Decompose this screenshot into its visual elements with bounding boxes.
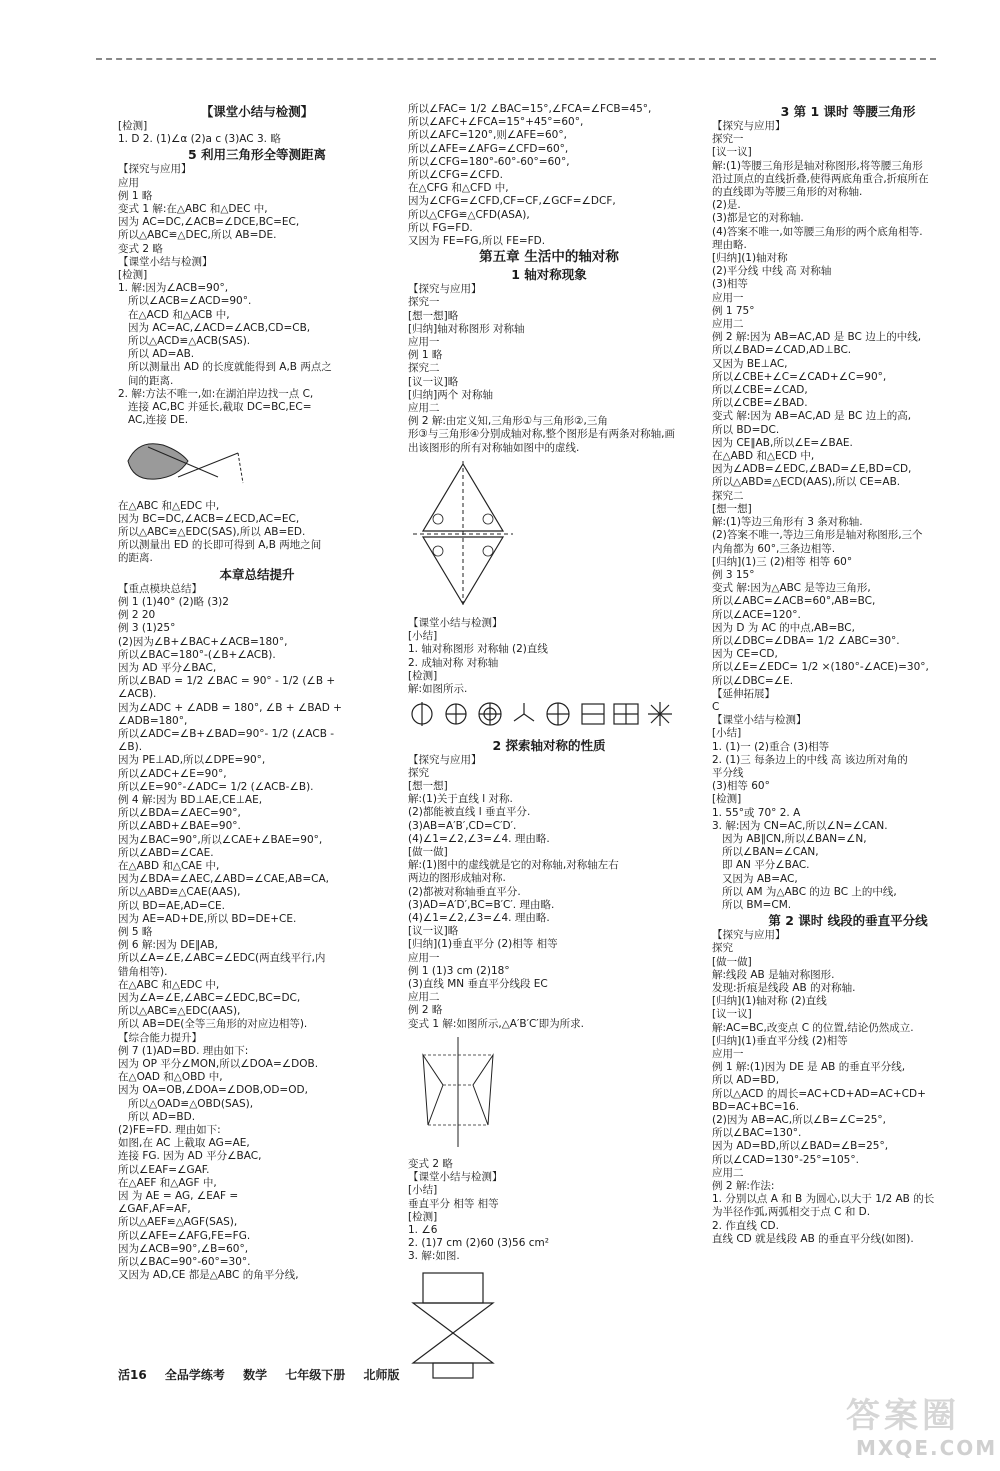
answer-line: 所以△OAD≌△OBD(SAS), [128, 1097, 254, 1110]
answer-line: 例 2 解:由定义知,三角形①与三角形②,三角 [408, 415, 608, 428]
answer-line: 出该图形的所有对称轴如图中的虚线. [408, 441, 580, 454]
answer-line: [检测] [712, 793, 742, 806]
answer-line: 因为∠ACB=90°,∠B=60°, [118, 1242, 249, 1255]
answer-line: 平分线 [712, 766, 744, 779]
answer-line: 所以 BM=CM. [722, 898, 792, 911]
answer-line: 【课堂小结与检测】 [408, 1171, 503, 1184]
answer-line: 在△ABD 和△ECD 中, [712, 450, 815, 463]
answer-line: [小结] [712, 727, 742, 740]
answer-line: 在△ABD 和△CAE 中, [118, 859, 220, 872]
answer-line: 【探究与应用】 [118, 163, 192, 176]
column-middle [408, 103, 690, 1391]
answer-line: 在△ABC 和△EDC 中, [118, 499, 220, 512]
reflection-figure [408, 1035, 508, 1150]
answer-line: 【重点模块总结】 [118, 582, 202, 595]
answer-line: 在△CFG 和△CFD 中, [408, 182, 509, 195]
answer-line: 所以∠E=90°-∠ADC= 1/2 (∠ACB-∠B). [118, 780, 314, 793]
answer-line: 例 7 (1)AD=BD. 理由如下: [118, 1044, 249, 1057]
answer-line: 2. 解:方法不唯一,如:在湖泊岸边找一点 C, [118, 387, 314, 400]
section-heading: 5 利用三角形全等测距离 [187, 147, 327, 163]
answer-line: [归纳]两个 对称轴 [408, 388, 494, 401]
answer-line: 【探究与应用】 [712, 929, 786, 942]
answer-line: (3)AD=A′D′,BC=B′C′. 理由略. [408, 898, 555, 911]
answer-line: 所以△ABD≌△ECD(AAS),所以 CE=AB. [712, 476, 901, 489]
answer-line: 因为 D 为 AC 的中点,AB=BC, [712, 621, 855, 634]
answer-line: 2. (1)三 每条边上的中线 高 该边所对角的 [712, 753, 908, 766]
answer-line: 间的距离. [128, 374, 174, 387]
answer-line: 例 1 略 [118, 189, 153, 202]
answer-line: (4)答案不唯一,如等腰三角形的两个底角相等. [712, 225, 923, 238]
answer-line: 【综合能力提升】 [118, 1031, 202, 1044]
answer-line: C [712, 700, 720, 713]
answer-line: 1. 解:因为∠ACB=90°, [118, 282, 229, 295]
answer-line: 因 为 AE = AG, ∠EAF = [118, 1190, 239, 1203]
watermark [846, 1388, 996, 1468]
answer-line: 所以 AM 为△ABC 的边 BC 上的中线, [722, 885, 897, 898]
answer-line: [归纳](1)垂直平分 (2)相等 相等 [408, 938, 558, 951]
answer-line: 所以∠ADC=∠B+∠BAD=90°- 1/2 (∠ACB - [118, 727, 335, 740]
answer-line: (3)AB=A′B′,CD=C′D′. [408, 819, 517, 832]
answer-line: 例 2 解:作法: [712, 1180, 775, 1193]
answer-line: (3)直线 MN 垂直平分线段 EC [408, 977, 548, 990]
answer-line: ∠GAF,AF=AF, [118, 1203, 191, 1216]
answer-line: 所以∠CAD=130°-25°=105°. [712, 1153, 859, 1166]
answer-line: 内角都为 60°,三条边相等. [712, 542, 836, 555]
top-dashed-rule [96, 58, 936, 60]
answer-line: [检测] [408, 669, 438, 682]
answer-line: 因为∠BDA=∠AEC,∠ABD=∠CAE,AB=CA, [118, 873, 330, 886]
answer-line: 又因为 FE=FG,所以 FE=FD. [408, 235, 546, 248]
answer-line: 1. 55°或 70° 2. A [712, 806, 801, 819]
answer-line: 【延伸拓展】 [712, 687, 775, 700]
answer-line: ∠B). [118, 741, 143, 754]
answer-line: [归纳](1)轴对称 [712, 252, 788, 265]
answer-line: 所以∠AFE=∠AFG,FE=FG. [118, 1229, 251, 1242]
answer-line: 解:(1)等边三角形有 3 条对称轴. [712, 516, 863, 529]
answer-line: (3)都是它的对称轴. [712, 212, 804, 225]
answer-line: 发现:折痕是线段 AB 的对称轴. [712, 982, 856, 994]
answer-line: 因为 BC=DC,∠ACB=∠ECD,AC=EC, [118, 512, 300, 525]
answer-line: ∠ADB=180°, [118, 714, 188, 727]
answer-line: 【课堂小结与检测】 [118, 255, 213, 268]
answer-line: 连接 FG. 因为 AD 平分∠BAC, [118, 1150, 262, 1163]
answer-line: 例 1 (1)40° (2)略 (3)2 [118, 595, 229, 608]
answer-line: 所以△ABC≌△EDC(SAS),所以 AB=ED. [118, 526, 306, 539]
answer-line: 所以∠BAN=∠CAN, [722, 846, 819, 859]
answer-line: 所以∠BDA=∠AEC=90°, [118, 807, 241, 820]
answer-line: 两边的图形成轴对称. [408, 872, 506, 885]
answer-line: BD=AC+BC=16. [712, 1100, 800, 1113]
answer-line: 所以 BD=AE,AD=CE. [118, 899, 225, 912]
answer-line: 探究二 [408, 362, 440, 375]
answer-line: (2)都能被直线 l 垂直平分. [408, 806, 531, 819]
answer-line: (2)都被对称轴垂直平分. [408, 885, 521, 898]
answer-line: 例 1 75° [712, 304, 755, 317]
page-number: 活16 [118, 1368, 147, 1382]
answer-line: [议一议] [712, 146, 752, 159]
answer-line: 变式 解:因为 AB=AC,AD 是 BC 边上的高, [712, 410, 912, 423]
series-name: 全品学练考 [164, 1368, 225, 1382]
answer-line: 变式 1 解:如图所示,△A′B′C′即为所求. [408, 1017, 585, 1030]
grade: 七年级下册 [285, 1368, 346, 1382]
section-heading: 1 轴对称现象 [511, 267, 587, 283]
answer-line: ∠ACB). [118, 688, 157, 701]
answer-line: 所以∠ADC+∠E=90°, [118, 767, 227, 780]
answer-line: 所以∠CFG=∠CFD. [408, 169, 503, 182]
answer-line: [小结] [408, 630, 438, 643]
figure-lake [118, 431, 396, 495]
answer-line: 探究 [408, 766, 429, 779]
answer-line: 应用二 [712, 318, 744, 331]
answer-line: 连接 AC,BC 并延长,截取 DC=BC,EC= [128, 401, 312, 414]
answer-line: [议一议] [712, 1008, 752, 1021]
answer-line: 错角相等). [118, 965, 168, 978]
answer-line: 因为∠BAC=90°,所以∠CAE+∠BAE=90°, [118, 833, 323, 846]
answer-line: 因为∠ADC + ∠ADB = 180°, ∠B + ∠BAD + [118, 701, 342, 714]
answer-line: AC,连接 DE. [128, 414, 189, 427]
answer-line: 的直线即为等腰三角形的对称轴. [712, 186, 863, 199]
answer-line: 所以△CFG≌△CFD(ASA), [408, 208, 530, 221]
answer-line: 例 1 略 [408, 349, 443, 362]
answer-line: 例 3 15° [712, 568, 755, 581]
answer-line: 1. ∠6 [408, 1223, 438, 1236]
answer-line: 2. 作直线 CD. [712, 1219, 779, 1232]
page-footer [118, 1366, 414, 1383]
answer-line: 所以∠DBC=∠DBA= 1/2 ∠ABC=30°. [712, 634, 900, 647]
answer-line: 【课堂小结与检测】 [408, 617, 503, 630]
answer-line: [归纳]轴对称图形 对称轴 [408, 322, 525, 335]
answer-line: 例 2 略 [408, 1004, 443, 1017]
answer-line: 2. (1)7 cm (2)60 (3)56 cm² [408, 1237, 549, 1250]
answer-line: 因为 OA=OB,∠DOA=∠DOB,OD=OD, [118, 1084, 308, 1097]
answer-line: 为半径作弧,两弧相交于点 C 和 D. [712, 1206, 871, 1219]
column-left [118, 103, 396, 1282]
answer-line: 理由略. [712, 238, 747, 251]
answer-line: 所以△ACD 的周长=AC+CD+AD=AC+CD+ [712, 1087, 926, 1100]
section-heading: 第 2 课时 线段的垂直平分线 [768, 913, 928, 929]
answer-line: 因为∠ADB=∠EDC,∠BAD=∠E,BD=CD, [712, 463, 912, 476]
answer-line: 解:线段 AB 是轴对称图形. [712, 968, 835, 981]
answer-line: 所以∠A=∠E,∠ABC=∠EDC(两直线平行,内 [118, 952, 326, 965]
answer-line: 所以△ABC≌△DEC,所以 AB=DE. [118, 229, 277, 242]
answer-line: 解:如图所示. [408, 683, 468, 696]
answer-line: (3)相等 [712, 278, 748, 291]
answer-line: 例 1 (1)3 cm (2)18° [408, 964, 510, 977]
section-heading: 2 探索轴对称的性质 [492, 737, 606, 753]
answer-line: 的距离. [118, 552, 153, 565]
answer-line: (2)因为 AB=AC,所以∠B=∠C=25°, [712, 1114, 886, 1127]
answer-line: 解:(1)关于直线 l 对称. [408, 793, 513, 806]
answer-line: 探究一 [408, 296, 440, 309]
answer-line: 【探究与应用】 [712, 120, 786, 132]
answer-line: [归纳](1)垂直平分线 (2)相等 [712, 1034, 848, 1047]
answer-line: 所以△ACD≌△ACB(SAS). [128, 335, 251, 348]
answer-line: 直线 CD 就是线段 AB 的垂直平分线(如图). [712, 1232, 914, 1245]
answer-line: 应用 [118, 176, 139, 189]
section-heading: 本章总结提升 [219, 566, 295, 582]
answer-line: 因为 CE∥AB,所以∠E=∠BAE. [712, 436, 853, 449]
answer-line: [想一想] [408, 779, 448, 792]
answer-line: 例 2 解:因为 AB=AC,AD 是 BC 边上的中线, [712, 331, 922, 344]
answer-line: 所以∠EAF=∠GAF. [118, 1163, 210, 1176]
answer-line: 所以∠ABD+∠BAE=90°. [118, 820, 241, 833]
answer-line: (2)FE=FD. 理由如下: [118, 1124, 221, 1137]
answer-line: 所以∠BAD=∠CAD,AD⊥BC. [712, 344, 852, 357]
answer-line: 【探究与应用】 [408, 283, 482, 296]
answer-line: 所以∠BAC=130°. [712, 1127, 802, 1140]
answer-line: 所以∠CBE=∠BAD. [712, 397, 808, 410]
answer-line: 应用一 [712, 291, 744, 304]
answer-line: 所以∠ACB=∠ACD=90°. [128, 295, 252, 308]
answer-line: 应用一 [712, 1048, 744, 1061]
answer-line: 解:AC=BC,改变点 C 的位置,结论仍然成立. [712, 1021, 914, 1034]
answer-line: (3)相等 60° [712, 780, 770, 793]
answer-line: 所以 FG=FD. [408, 221, 473, 234]
answer-line: [想一想] [712, 502, 752, 515]
answer-line: 探究 [712, 942, 733, 955]
answer-line: 所以∠FAC= 1/2 ∠BAC=15°,∠FCA=∠FCB=45°, [408, 103, 652, 115]
net-figure [408, 1268, 498, 1383]
answer-line: 因为∠A=∠E,∠ABC=∠EDC,BC=DC, [118, 991, 301, 1004]
answer-line: 例 1 解:(1)因为 DE 是 AB 的垂直平分线, [712, 1061, 906, 1074]
section-heading: 【课堂小结与检测】 [200, 104, 314, 119]
answer-line: 因为 PE⊥AD,所以∠DPE=90°, [118, 754, 266, 767]
answer-line: 在△AEF 和△AGF 中, [118, 1176, 217, 1189]
chapter-heading: 第五章 生活中的轴对称 [479, 249, 619, 266]
answer-line: 所以 AD=BD. [128, 1110, 196, 1123]
answer-line: 应用二 [408, 402, 440, 415]
answer-line: 2. 成轴对称 对称轴 [408, 656, 499, 669]
answer-line: 所以测量出 AD 的长度就能得到 A,B 两点之 [128, 361, 332, 374]
figure-kite [408, 459, 690, 613]
answer-line: 应用二 [408, 991, 440, 1004]
answer-line: 应用一 [408, 336, 440, 349]
answer-line: 【探究与应用】 [408, 753, 482, 766]
answer-line: [检测] [408, 1210, 438, 1223]
answer-line: 1. 分别以点 A 和 B 为圆心,以大于 1/2 AB 的长 [712, 1193, 935, 1206]
answer-line: 变式 1 解:在△ABC 和△DEC 中, [118, 203, 268, 216]
answer-line: 所以∠AFC+∠FCA=15°+45°=60°, [408, 116, 584, 129]
answer-line: [检测] [118, 120, 148, 132]
answer-line: 所以 BD=DC. [712, 423, 780, 436]
answer-line: (4)∠1=∠2,∠3=∠4. 理由略. [408, 832, 550, 845]
answer-line: [做一做] [712, 955, 752, 968]
answer-line: 所以∠ACE=120°. [712, 608, 801, 621]
answer-line: 所以∠CBE=∠CAD, [712, 384, 808, 397]
answer-line: 例 5 略 [118, 925, 153, 938]
answer-line: 又因为 AB=AC, [722, 872, 798, 885]
answer-line: 因为 AB∥CN,所以∠BAN=∠N, [722, 832, 867, 845]
answer-line: 所以△AEF≌△AGF(SAS), [118, 1216, 238, 1229]
figure-reflect [408, 1035, 690, 1154]
answer-line: 所以∠BAD = 1/2 ∠BAC = 90° - 1/2 (∠B + [118, 675, 336, 688]
answer-line: 所以∠BAC=180°-(∠B+∠ACB). [118, 648, 276, 661]
answer-line: (4)∠1=∠2,∠3=∠4. 理由略. [408, 911, 550, 924]
answer-line: 所以∠AFC=120°,则∠AFE=60°, [408, 129, 567, 142]
answer-line: 所以 AD=BD, [712, 1074, 780, 1087]
answer-line: [小结] [408, 1184, 438, 1197]
answer-line: 因为 AC=AC,∠ACD=∠ACB,CD=CB, [128, 321, 311, 334]
answer-line: 所以∠CBE+∠C=∠CAD+∠C=90°, [712, 370, 887, 383]
answer-line: 在△ACD 和△ACB 中, [128, 308, 230, 321]
answer-line: 应用二 [712, 1166, 744, 1179]
answer-line: 因为 AD 平分∠BAC, [118, 661, 217, 674]
answer-line: 解:(1)等腰三角形是轴对称图形,将等腰三角形 [712, 159, 923, 172]
answer-line: 应用一 [408, 951, 440, 964]
answer-line: 又因为 AD,CE 都是△ABC 的角平分线, [118, 1269, 299, 1282]
answer-line: 变式 2 略 [408, 1157, 453, 1170]
answer-line: 所以∠AFE=∠AFG=∠CFD=60°, [408, 142, 569, 155]
answer-line: [议一议]略 [408, 925, 459, 938]
answer-line: 沿过顶点的直线折叠,使得两底角重合,折痕所在 [712, 172, 929, 185]
answer-line: (2)因为∠B+∠BAC+∠ACB=180°, [118, 635, 288, 648]
answer-line: 例 4 解:因为 BD⊥AE,CE⊥AE, [118, 793, 263, 806]
answer-line: 变式 2 略 [118, 242, 163, 255]
answer-line: 1. 轴对称图形 对称轴 (2)直线 [408, 643, 548, 656]
answer-line: 所以△ABD≌△CAE(AAS), [118, 886, 241, 899]
answer-line: 3. 解:因为 CN=AC,所以∠N=∠CAN. [712, 819, 888, 832]
answer-line: 因为 AD=BD,所以∠BAD=∠B=25°, [712, 1140, 889, 1153]
section-heading: 3 第 1 课时 等腰三角形 [780, 104, 916, 119]
answer-line: (2)答案不唯一,等边三角形是轴对称图形,三个 [712, 529, 923, 542]
answer-line: [归纳](1)三 (2)相等 相等 60° [712, 555, 853, 568]
answer-line: 所以∠ABC=∠ACB=60°,AB=BC, [712, 595, 876, 608]
answer-line: 探究二 [712, 489, 744, 502]
answer-line: 如图,在 AC 上截取 AG=AE, [118, 1137, 250, 1150]
watermark-logo: 答案圈 [846, 1396, 960, 1436]
answer-line: 即 AN 平分∠BAC. [722, 859, 810, 872]
subject: 数学 [243, 1368, 268, 1382]
answer-line: 因为 AE=AD+DE,所以 BD=DE+CE. [118, 912, 297, 925]
answer-line: 解:(1)图中的虚线就是它的对称轴,对称轴左右 [408, 859, 619, 872]
answer-line: 变式 解:因为△ABC 是等边三角形, [712, 582, 871, 595]
answer-line: 所以∠E=∠EDC= 1/2 ×(180°-∠ACE)=30°, [712, 661, 929, 674]
answer-line: 在△ABC 和△EDC 中, [118, 978, 220, 991]
answer-line: 又因为 BE⊥AC, [712, 357, 788, 370]
answer-line: 所以∠ABD=∠CAE. [118, 846, 214, 859]
answer-line: [议一议]略 [408, 375, 459, 388]
answer-line: 因为∠CFG=∠CFD,CF=CF,∠GCF=∠DCF, [408, 195, 616, 208]
answer-line: [想一想]略 [408, 309, 459, 322]
answer-line: 所以∠BAC=90°-60°=30°. [118, 1256, 251, 1269]
answer-line: 因为 AC=DC,∠ACB=∠DCE,BC=EC, [118, 216, 300, 229]
answer-line: 因为 CE=CD, [712, 648, 778, 661]
watermark-url: MXQE.COM [856, 1436, 998, 1460]
answer-line: 所以测量出 ED 的长即可得到 A,B 两地之间 [118, 539, 322, 552]
figure-net [408, 1268, 690, 1387]
answer-line: 例 3 (1)25° [118, 622, 176, 635]
lake-figure [118, 431, 268, 491]
answer-line: 1. D 2. (1)∠α (2)a c (3)AC 3. 略 [118, 133, 281, 146]
answer-line: [归纳](1)轴对称 (2)直线 [712, 995, 827, 1008]
column-right [712, 103, 984, 1246]
answer-line: 探究一 [712, 133, 744, 146]
answer-line: (2)是. [712, 199, 741, 212]
answer-line: [做一做] [408, 845, 448, 858]
edition: 北师版 [363, 1368, 400, 1382]
answer-line: 所以 AD=AB. [128, 348, 195, 361]
answer-line: 垂直平分 相等 相等 [408, 1197, 499, 1210]
answer-line: 所以△ABC≌△EDC(AAS), [118, 1005, 241, 1018]
answer-line: 例 2 20 [118, 609, 156, 622]
answer-line: (2)平分线 中线 高 对称轴 [712, 265, 832, 278]
figure-icons [408, 700, 690, 732]
answer-line: 在△OAD 和△OBD 中, [118, 1071, 223, 1084]
answer-line: 因为 OP 平分∠MON,所以∠DOA=∠DOB. [118, 1058, 319, 1070]
answer-line: 所以 AB=DE(全等三角形的对应边相等). [118, 1018, 308, 1031]
answer-line: 所以∠CFG=180°-60°-60°=60°, [408, 155, 570, 168]
kite-figure [408, 459, 518, 609]
answer-line: [检测] [118, 269, 148, 282]
answer-line: 所以∠DBC=∠E. [712, 674, 794, 687]
answer-line: 3. 解:如图. [408, 1250, 460, 1263]
answer-line: 例 6 解:因为 DE∥AB, [118, 939, 218, 952]
answer-line: 形③与三角形④分别成轴对称,整个图形是有两条对称轴,画 [408, 428, 676, 441]
answer-line: 1. (1)一 (2)重合 (3)相等 [712, 740, 830, 753]
symmetry-icons-figure [408, 700, 688, 728]
answer-line: 【课堂小结与检测】 [712, 714, 807, 727]
